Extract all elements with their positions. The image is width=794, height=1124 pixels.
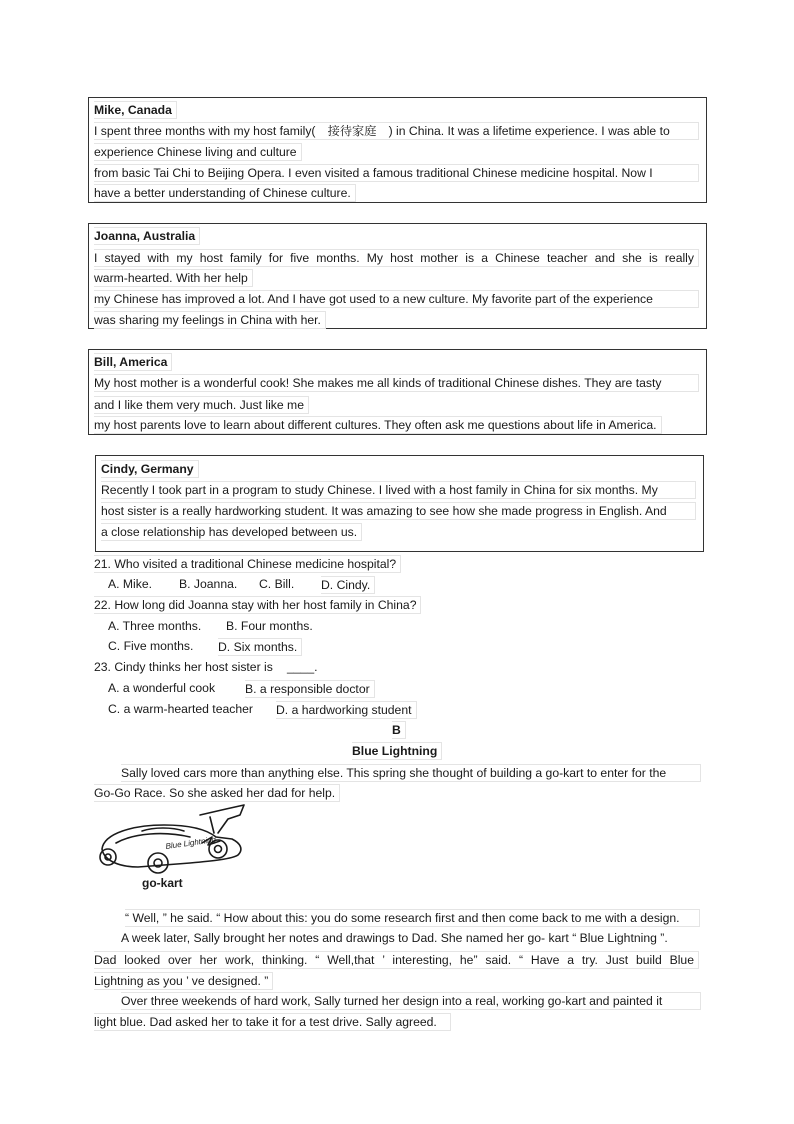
passage-line: experience Chinese living and culture bbox=[94, 143, 302, 161]
story-line: “ Well, ” he said. “ How about this: you do some research first and then come back to me with a design. bbox=[125, 909, 700, 927]
passage-line: warm-hearted. With her help bbox=[94, 269, 253, 287]
section-label: B bbox=[392, 721, 406, 739]
option-23-d: D. a hardworking student bbox=[276, 701, 417, 719]
go-kart-body-text: Blue Lightning bbox=[165, 835, 217, 851]
passage-line: host sister is a really hardworking student. It was amazing to see how she made progress in English. And bbox=[101, 502, 696, 520]
story-line: Sally loved cars more than anything else. This spring she thought of building a go-kart to enter for the bbox=[121, 764, 701, 782]
passage-line: my Chinese has improved a lot. And I have got used to a new culture. My favorite part of the experience bbox=[94, 290, 699, 308]
passage-line: from basic Tai Chi to Beijing Opera. I even visited a famous traditional Chinese medicine hospital. Now I bbox=[94, 164, 699, 182]
question-stem-22: 22. How long did Joanna stay with her host family in China? bbox=[94, 596, 421, 614]
option-23-b: B. a responsible doctor bbox=[245, 680, 375, 698]
passage-line: was sharing my feelings in China with her. bbox=[94, 311, 326, 329]
story-line: A week later, Sally brought her notes and drawings to Dad. She named her go- kart “ Blue Lightning ”. bbox=[121, 931, 668, 945]
option-21-d: D. Cindy. bbox=[321, 576, 375, 594]
passage-line: a close relationship has developed between us. bbox=[101, 523, 362, 541]
option-21-b: B. Joanna. bbox=[179, 577, 238, 591]
go-kart-caption: go-kart bbox=[142, 876, 183, 890]
passage-name-bill: Bill, America bbox=[94, 353, 172, 371]
story-line: Over three weekends of hard work, Sally turned her design into a real, working go-kart and painted it bbox=[121, 992, 701, 1010]
option-23-c: C. a warm-hearted teacher bbox=[108, 702, 253, 716]
passage-line: I stayed with my host family for five months. My host mother is a Chinese teacher and she is really bbox=[94, 249, 699, 267]
question-stem-21: 21. Who visited a traditional Chinese medicine hospital? bbox=[94, 555, 401, 573]
passage-name-joanna: Joanna, Australia bbox=[94, 227, 200, 245]
answer-blank-23: ____. bbox=[287, 660, 318, 674]
story-title: Blue Lightning bbox=[352, 742, 442, 760]
passage-line: my host parents love to learn about different cultures. They often ask me questions about life in America. bbox=[94, 416, 662, 434]
passage-name-mike: Mike, Canada bbox=[94, 101, 177, 119]
passage-name-cindy: Cindy, Germany bbox=[101, 460, 199, 478]
option-22-b: B. Four months. bbox=[226, 619, 313, 633]
passage-line: I spent three months with my host family( 接待家庭 ) in China. It was a lifetime experience. I was able to bbox=[94, 122, 699, 140]
go-kart-image bbox=[94, 803, 254, 895]
option-21-a: A. Mike. bbox=[108, 577, 153, 591]
story-line: Dad looked over her work, thinking. “ Well,that ’ interesting, he” said. “ Have a try. Just build Blue bbox=[94, 951, 699, 969]
option-22-d: D. Six months. bbox=[218, 638, 302, 656]
go-kart-rear-wheel bbox=[148, 853, 168, 873]
option-22-a: A. Three months. bbox=[108, 619, 202, 633]
passage-line: and I like them very much. Just like me bbox=[94, 396, 309, 414]
option-21-c: C. Bill. bbox=[259, 577, 295, 591]
passage-line: My host mother is a wonderful cook! She makes me all kinds of traditional Chinese dishes. They are tasty bbox=[94, 374, 699, 392]
option-23-a: A. a wonderful cook bbox=[108, 681, 216, 695]
passage-line: have a better understanding of Chinese culture. bbox=[94, 184, 356, 202]
story-line: Go-Go Race. So she asked her dad for help. bbox=[94, 784, 340, 802]
go-kart-front-wheel bbox=[100, 849, 116, 865]
go-kart-spoiler bbox=[200, 805, 244, 833]
story-line: Lightning as you ’ ve designed. ” bbox=[94, 972, 273, 990]
option-22-c: C. Five months. bbox=[108, 639, 194, 653]
story-line: light blue. Dad asked her to take it for a test drive. Sally agreed. bbox=[94, 1013, 451, 1031]
passage-line: Recently I took part in a program to study Chinese. I lived with a host family in China for six months. My bbox=[101, 481, 696, 499]
question-stem-23: 23. Cindy thinks her host sister is bbox=[94, 660, 273, 674]
